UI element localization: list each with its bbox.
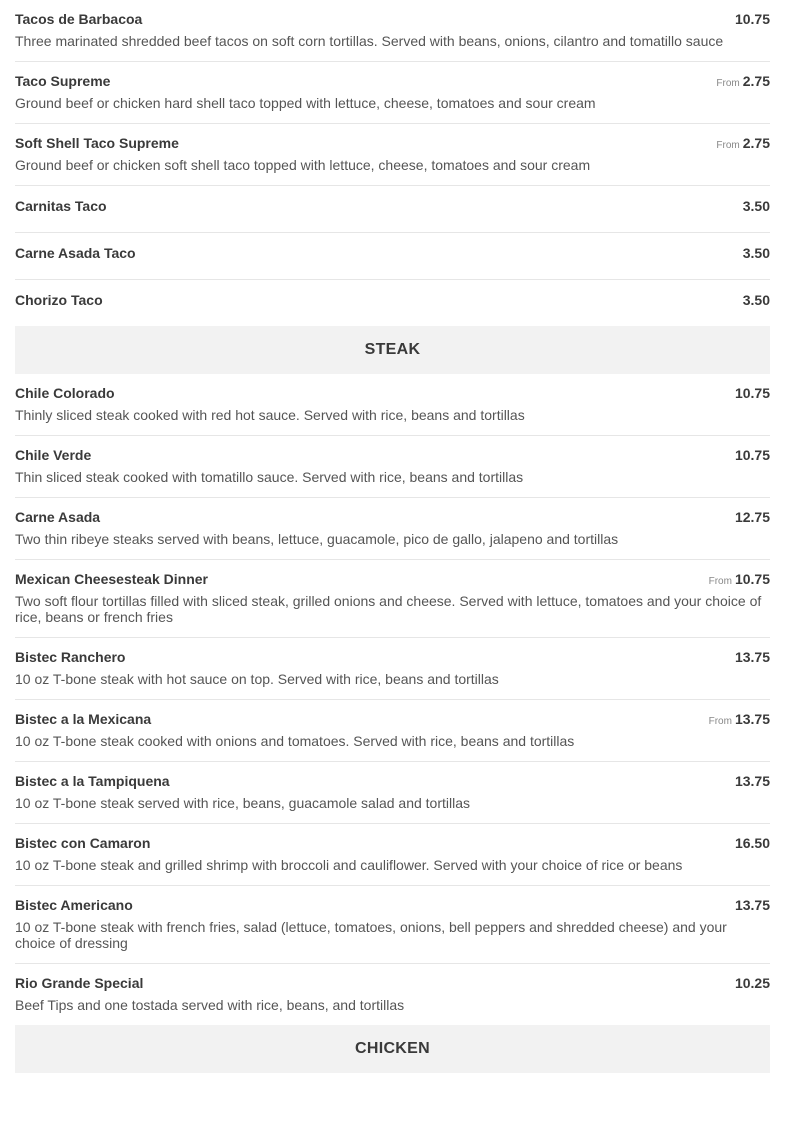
item-price	[740, 245, 770, 261]
item-price	[732, 975, 770, 991]
price-from-label: From	[716, 78, 740, 89]
menu-item[interactable]	[15, 374, 770, 436]
item-description: 10 oz T-bone steak with french fries, salad (lettuce, tomatoes, onions, bell peppers and shredded cheese) and your choice of dressing	[15, 919, 727, 951]
price-value: 13.75	[734, 649, 770, 665]
item-price	[732, 897, 770, 913]
item-price	[709, 571, 770, 587]
item-price	[716, 135, 770, 151]
menu-item[interactable]	[15, 824, 770, 886]
item-description: Thinly sliced steak cooked with red hot sauce. Served with rice, beans and tortillas	[15, 407, 525, 423]
menu-item[interactable]	[15, 62, 770, 124]
menu-item[interactable]	[15, 280, 770, 326]
item-name: Tacos de Barbacoa	[15, 11, 143, 27]
price-value: 16.50	[734, 835, 770, 851]
item-name: Chorizo Taco	[15, 292, 103, 308]
item-name: Bistec Americano	[15, 897, 133, 913]
item-price	[709, 711, 770, 727]
item-description: Ground beef or chicken soft shell taco topped with lettuce, cheese, tomatoes and sour cream	[15, 157, 591, 173]
item-price	[732, 649, 770, 665]
menu-item[interactable]	[15, 124, 770, 186]
item-description: 10 oz T-bone steak served with rice, beans, guacamole salad and tortillas	[15, 795, 470, 811]
price-value: 3.50	[742, 245, 770, 261]
price-value: 13.75	[734, 773, 770, 789]
item-name: Bistec a la Mexicana	[15, 711, 152, 727]
section-header-steak: STEAK	[15, 326, 770, 374]
item-description: Two thin ribeye steaks served with beans, lettuce, guacamole, pico de gallo, jalapeno and tortillas	[15, 531, 619, 547]
price-from-label: From	[716, 140, 740, 151]
price-value: 10.75	[734, 385, 770, 401]
item-price	[732, 509, 770, 525]
item-name: Bistec con Camaron	[15, 835, 151, 851]
item-name: Taco Supreme	[15, 73, 111, 89]
item-name: Bistec Ranchero	[15, 649, 126, 665]
item-description: Beef Tips and one tostada served with rice, beans, and tortillas	[15, 997, 405, 1013]
tacos-section	[15, 0, 770, 326]
item-name: Chile Colorado	[15, 385, 115, 401]
item-name: Mexican Cheesesteak Dinner	[15, 571, 208, 587]
item-description: Three marinated shredded beef tacos on soft corn tortillas. Served with beans, onions, cilantro and tomatillo sauce	[15, 33, 724, 49]
item-name: Soft Shell Taco Supreme	[15, 135, 179, 151]
price-value: 3.50	[742, 292, 770, 308]
menu-item[interactable]	[15, 560, 770, 638]
price-value: 2.75	[742, 135, 770, 151]
price-value: 12.75	[734, 509, 770, 525]
price-value: 10.75	[734, 447, 770, 463]
item-description: Ground beef or chicken hard shell taco topped with lettuce, cheese, tomatoes and sour cream	[15, 95, 596, 111]
menu-item[interactable]	[15, 700, 770, 762]
price-value: 10.75	[734, 571, 770, 587]
steak-section	[15, 374, 770, 1025]
item-name: Carnitas Taco	[15, 198, 107, 214]
section-header-chicken: CHICKEN	[15, 1025, 770, 1073]
item-description: Two soft flour tortillas filled with sliced steak, grilled onions and cheese. Served with lettuce, tomatoes and your choice of rice, beans or french fries	[15, 593, 762, 625]
menu-item[interactable]	[15, 0, 770, 62]
menu-item[interactable]	[15, 886, 770, 964]
item-price	[732, 835, 770, 851]
item-price	[732, 385, 770, 401]
menu-item[interactable]	[15, 638, 770, 700]
price-from-label: From	[708, 576, 732, 587]
item-description: Thin sliced steak cooked with tomatillo sauce. Served with rice, beans and tortillas	[15, 469, 524, 485]
item-description: 10 oz T-bone steak with hot sauce on top. Served with rice, beans and tortillas	[15, 671, 499, 687]
price-value: 13.75	[734, 897, 770, 913]
price-value: 13.75	[734, 711, 770, 727]
menu-item[interactable]	[15, 762, 770, 824]
item-price	[716, 73, 770, 89]
menu-item[interactable]	[15, 186, 770, 233]
menu-item[interactable]	[15, 436, 770, 498]
item-price	[732, 11, 770, 27]
menu-item[interactable]	[15, 498, 770, 560]
item-description: 10 oz T-bone steak cooked with onions and tomatoes. Served with rice, beans and tortillas	[15, 733, 575, 749]
item-name: Carne Asada	[15, 509, 101, 525]
item-description: 10 oz T-bone steak and grilled shrimp with broccoli and cauliflower. Served with your choice of rice or beans	[15, 857, 683, 873]
price-value: 2.75	[742, 73, 770, 89]
item-price	[740, 292, 770, 308]
item-price	[732, 773, 770, 789]
item-price	[732, 447, 770, 463]
price-value: 10.75	[734, 11, 770, 27]
item-name: Rio Grande Special	[15, 975, 144, 991]
item-name: Chile Verde	[15, 447, 92, 463]
menu-item[interactable]	[15, 233, 770, 280]
item-name: Bistec a la Tampiquena	[15, 773, 170, 789]
price-value: 10.25	[734, 975, 770, 991]
menu-item[interactable]	[15, 964, 770, 1025]
item-price	[740, 198, 770, 214]
price-from-label: From	[708, 716, 732, 727]
item-name: Carne Asada Taco	[15, 245, 136, 261]
price-value: 3.50	[742, 198, 770, 214]
